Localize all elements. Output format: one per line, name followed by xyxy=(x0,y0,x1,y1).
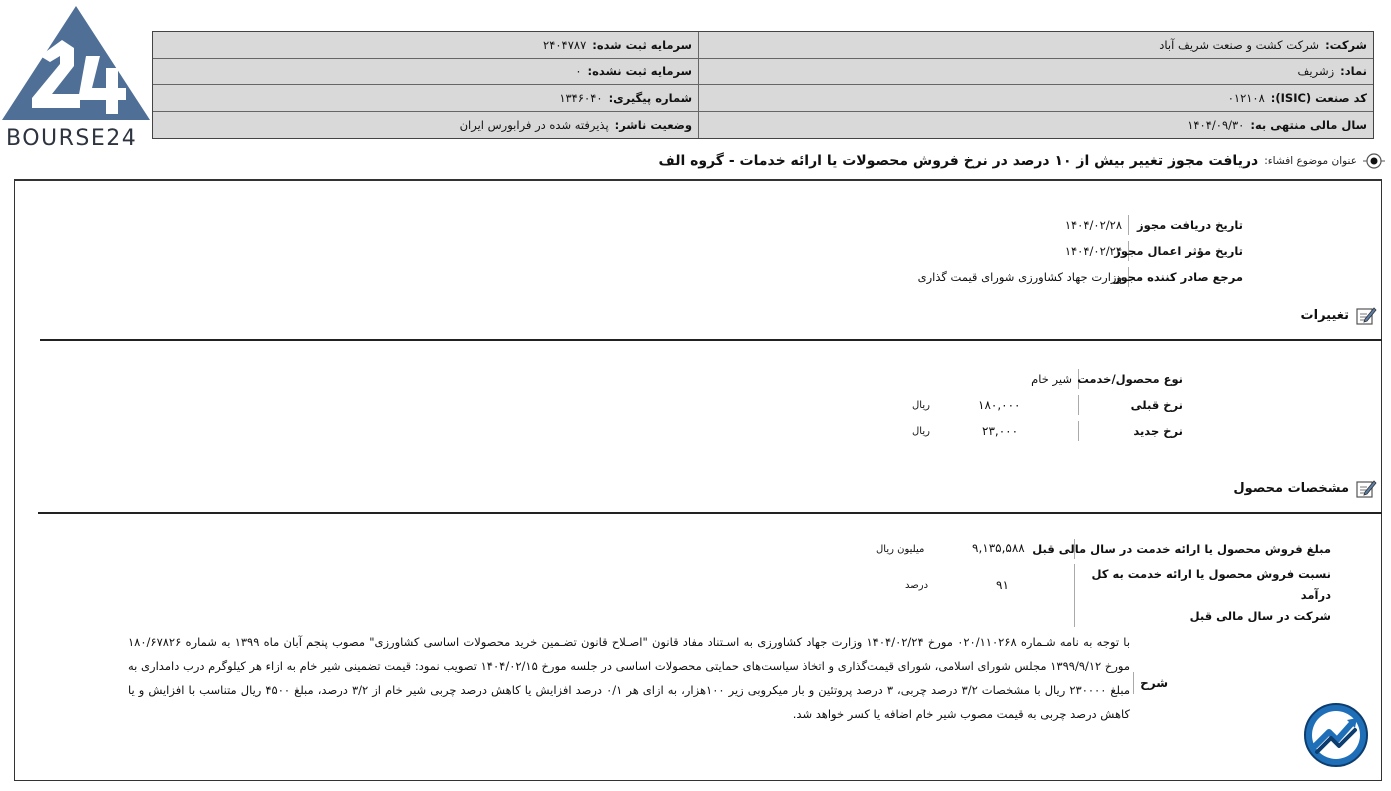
permit-receive-date-row: تاریخ دریافت مجوز ۱۴۰۴/۰۲/۲۸ xyxy=(918,212,1243,238)
registered-capital-cell: سرمایه ثبت شده: ۲۴۰۴۷۸۷ xyxy=(153,32,698,59)
sales-ratio-unit: درصد xyxy=(905,580,929,591)
subject-label: عنوان موضوع افشاء: xyxy=(1264,155,1357,167)
prior-year-sales-row: مبلغ فروش محصول یا ارائه خدمت در سال مالی قبل xyxy=(1074,536,1331,562)
description-label: شرح xyxy=(1133,672,1168,694)
tracking-number-cell: شماره پیگیری: ۱۳۴۶۰۴۰ xyxy=(153,85,698,112)
bourse24-logo-mark xyxy=(2,4,152,124)
edit-note-icon xyxy=(1355,304,1377,326)
sales-ratio-value: ۹۱ xyxy=(996,578,1009,592)
permit-effective-date-row: تاریخ مؤثر اعمال مجوز ۱۴۰۴/۰۲/۲۴ xyxy=(918,238,1243,264)
fiscal-year-cell: سال مالی منتهی به: ۱۴۰۴/۰۹/۳۰ xyxy=(698,112,1373,139)
permit-info xyxy=(918,212,1243,290)
edit-note-icon xyxy=(1355,477,1377,499)
changes-info xyxy=(1031,366,1183,392)
publisher-status-cell: وضعیت ناشر: پذیرفته شده در فرابورس ایران xyxy=(153,112,698,139)
company-name-cell: شرکت: شرکت کشت و صنعت شریف آباد xyxy=(698,32,1373,59)
subject-title: دریافت مجوز تغییر بیش از ۱۰ درصد در نرخ فروش محصولات یا ارائه خدمات - گروه الف xyxy=(658,153,1259,169)
stock-chart-logo-icon xyxy=(1303,702,1369,768)
disclosure-subject xyxy=(659,150,1385,172)
changes-divider xyxy=(40,339,1382,341)
description-text: با توجه به نامه شـماره ۰۲۰/۱۱۰۲۶۸ مورخ ۱۴۰۴/۰۲/۲۴ وزارت جهاد کشاورزی به اسـتناد مفاد قانون "اصـلاح قانون تضـمین خرید محصولات اساسی کشاورزی" مصوب پنجم آبان ماه ۱۳۹۹ به شماره ۱۸۰/۶۷۸۲۶ مورخ ۱۳۹۹/۹/۱۲ مجلس شورای اسلامی، شورای قیمت‌گذاری و اتخاذ سیاست‌های حمایتی محصولات اساسی در جلسه مورخ ۱۴۰۴/۰۲/۱۵ تصویب نمود: قیمت تضمینی شیر خام به ازاء هر کیلوگرم درب دامداری به مبلغ ۲۳۰۰۰۰ ریال با مشخصات ۳/۲ درصد چربی، ۳ درصد پروتئین و بار میکروبی زیر ۱۰۰هزار، به ازای هر ۰/۱ درصد افزایش یا کاهش درصد چربی شیر خام از ۳/۲ درصد، مبلغ ۴۵۰۰ ریال متناسب با افزایش و یا کاهش درصد چربی به قیمت مصوب شیر خام اضافه یا کسر خواهد شد. xyxy=(128,635,1131,721)
new-rate-value: ۲۳,۰۰۰ xyxy=(982,424,1019,438)
changes-section-title: تغییرات xyxy=(1301,304,1377,326)
new-rate-unit: ریال xyxy=(912,426,930,437)
symbol-cell: نماد: زشریف xyxy=(698,59,1373,86)
permit-issuer-row: مرجع صادر کننده مجوز وزارت جهاد کشاورزی شورای قیمت گذاری xyxy=(918,264,1243,290)
product-type-row: نوع محصول/خدمت شیر خام xyxy=(1031,366,1183,392)
sales-ratio-label: نسبت فروش محصول یا ارائه خدمت به کل درآمد شرکت در سال مالی قبل xyxy=(1074,564,1331,627)
bourse24-logo xyxy=(2,4,152,150)
unregistered-capital-cell: سرمایه ثبت نشده: ۰ xyxy=(153,59,698,86)
new-rate-row: نرخ جدید xyxy=(1078,418,1183,444)
product-specs-divider xyxy=(38,512,1382,514)
old-rate-row: نرخ قبلی xyxy=(1078,392,1183,418)
company-info-table xyxy=(152,31,1374,139)
bourse24-logo-text: BOURSE24 xyxy=(6,126,138,151)
prior-year-sales-value: ۹,۱۳۵,۵۸۸ xyxy=(972,541,1025,555)
prior-year-sales-unit: میلیون ریال xyxy=(876,544,925,555)
isic-code-cell: کد صنعت (ISIC): ۰۱۲۱۰۸ xyxy=(698,85,1373,112)
product-specs-section-title: مشخصات محصول xyxy=(1233,477,1377,499)
old-rate-value: ۱۸۰,۰۰۰ xyxy=(978,398,1021,412)
old-rate-unit: ریال xyxy=(912,400,930,411)
target-bullet-icon xyxy=(1363,150,1385,172)
